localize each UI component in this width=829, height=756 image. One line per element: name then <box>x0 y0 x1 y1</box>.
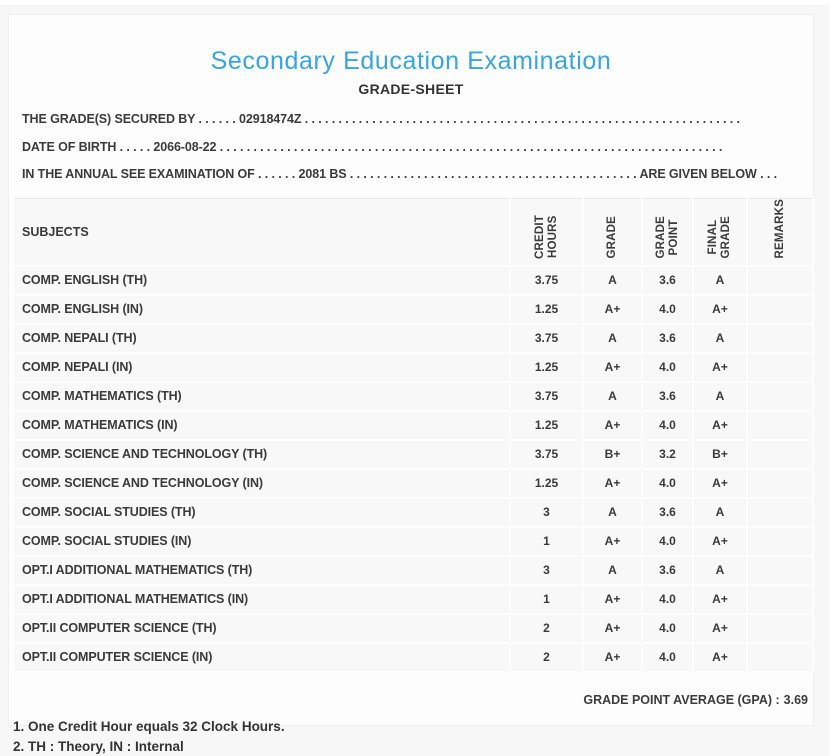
final-grade-cell: A+ <box>693 295 747 324</box>
remarks-cell <box>747 266 813 295</box>
credit-hours-cell: 3.75 <box>510 440 583 469</box>
grade-row <box>14 440 813 469</box>
grade-cell: A+ <box>583 585 642 614</box>
grade-row <box>14 324 813 353</box>
subject-cell: COMP. SOCIAL STUDIES (TH) <box>14 498 510 527</box>
remarks-cell <box>747 585 813 614</box>
credit-hours-cell: 2 <box>510 643 583 672</box>
col-header-final-grade <box>693 199 747 266</box>
grade-row <box>14 295 813 324</box>
header-row <box>14 199 813 266</box>
grade-cell: A <box>583 266 642 295</box>
grade-cell: A <box>583 382 642 411</box>
credit-hours-cell: 3.75 <box>510 382 583 411</box>
grade-cell: A+ <box>583 353 642 382</box>
col-header-grade-point <box>642 199 693 266</box>
grade-point-cell: 4.0 <box>642 295 693 324</box>
grade-row <box>14 498 813 527</box>
grade-row <box>14 382 813 411</box>
grade-point-cell: 4.0 <box>642 585 693 614</box>
credit-hours-cell: 2 <box>510 614 583 643</box>
grade-row <box>14 266 813 295</box>
grade-point-cell: 4.0 <box>642 353 693 382</box>
footnote-credit-hour: 1. One Credit Hour equals 32 Clock Hours. <box>13 719 285 734</box>
remarks-cell <box>747 295 813 324</box>
col-header-line: GRADE <box>654 216 667 259</box>
gpa-value: 3.69 <box>783 692 808 707</box>
grade-point-cell: 4.0 <box>642 527 693 556</box>
grade-point-cell: 3.6 <box>642 556 693 585</box>
grade-cell: A+ <box>583 411 642 440</box>
credit-hours-cell: 3 <box>510 498 583 527</box>
grade-row <box>14 585 813 614</box>
grade-point-cell: 3.6 <box>642 382 693 411</box>
grade-row <box>14 556 813 585</box>
grade-row <box>14 411 813 440</box>
grade-sheet-subtitle: GRADE-SHEET <box>358 81 464 97</box>
final-grade-cell: A <box>693 498 747 527</box>
grade-cell: A+ <box>583 614 642 643</box>
col-header-grade <box>583 199 642 266</box>
col-header-line: GRADE <box>720 216 732 259</box>
gpa-line <box>9 693 813 707</box>
footnotes <box>13 719 285 755</box>
credit-hours-cell: 3 <box>510 556 583 585</box>
grade-point-cell: 4.0 <box>642 614 693 643</box>
grade-cell: A+ <box>583 295 642 324</box>
final-grade-cell: A <box>693 324 747 353</box>
subject-cell: COMP. MATHEMATICS (IN) <box>14 411 510 440</box>
student-info-block <box>9 112 813 181</box>
credit-hours-cell: 1 <box>510 527 583 556</box>
final-grade-cell: A+ <box>693 614 747 643</box>
grade-point-cell: 3.6 <box>642 266 693 295</box>
top-strip <box>0 0 829 5</box>
credit-hours-cell: 1.25 <box>510 353 583 382</box>
grades-table <box>14 198 814 673</box>
final-grade-cell: A+ <box>693 411 747 440</box>
col-header-line: GRADE <box>606 216 618 259</box>
col-header-line: CREDIT <box>533 214 546 259</box>
info-line-exam-year: IN THE ANNUAL SEE EXAMINATION OF . . . . . . 2081 BS . . . . . . . . . . . . . . . . . . . . . . . . . . . . . . . . . . . . . . . . . . . ARE GIVEN BELOW . . . <box>22 167 777 181</box>
subject-cell: COMP. NEPALI (IN) <box>14 353 510 382</box>
subject-cell: COMP. SOCIAL STUDIES (IN) <box>14 527 510 556</box>
grade-cell: A <box>583 498 642 527</box>
subject-cell: COMP. NEPALI (TH) <box>14 324 510 353</box>
remarks-cell <box>747 643 813 672</box>
col-header-line: FINAL <box>707 219 719 255</box>
remarks-cell <box>747 614 813 643</box>
credit-hours-cell: 1 <box>510 585 583 614</box>
credit-hours-cell: 3.75 <box>510 324 583 353</box>
subject-cell: OPT.I ADDITIONAL MATHEMATICS (IN) <box>14 585 510 614</box>
col-header-subjects: SUBJECTS <box>14 199 510 266</box>
remarks-cell <box>747 440 813 469</box>
subject-cell: COMP. ENGLISH (TH) <box>14 266 510 295</box>
subject-cell: OPT.II COMPUTER SCIENCE (TH) <box>14 614 510 643</box>
grade-point-cell: 4.0 <box>642 411 693 440</box>
remarks-cell <box>747 527 813 556</box>
grade-point-cell: 4.0 <box>642 643 693 672</box>
credit-hours-cell: 1.25 <box>510 295 583 324</box>
grade-cell: A+ <box>583 469 642 498</box>
final-grade-cell: A <box>693 556 747 585</box>
subject-cell: OPT.II COMPUTER SCIENCE (IN) <box>14 643 510 672</box>
grade-point-cell: 3.2 <box>642 440 693 469</box>
grade-cell: B+ <box>583 440 642 469</box>
grade-cell: A+ <box>583 527 642 556</box>
col-header-credit-hours <box>510 199 583 266</box>
grade-point-cell: 4.0 <box>642 469 693 498</box>
grade-table-body <box>14 266 813 672</box>
grade-cell: A <box>583 324 642 353</box>
grade-row <box>14 353 813 382</box>
final-grade-cell: A+ <box>693 643 747 672</box>
remarks-cell <box>747 353 813 382</box>
final-grade-cell: A+ <box>693 585 747 614</box>
subject-cell: COMP. SCIENCE AND TECHNOLOGY (IN) <box>14 469 510 498</box>
final-grade-cell: A+ <box>693 527 747 556</box>
col-header-line: POINT <box>667 219 680 256</box>
page-title: Secondary Education Examination <box>210 47 612 75</box>
grade-point-cell: 3.6 <box>642 498 693 527</box>
final-grade-cell: A <box>693 266 747 295</box>
col-header-line: REMARKS <box>773 199 786 259</box>
col-header-remarks <box>747 199 813 266</box>
grade-cell: A+ <box>583 643 642 672</box>
col-header-line: HOURS <box>546 215 559 258</box>
subject-cell: OPT.I ADDITIONAL MATHEMATICS (TH) <box>14 556 510 585</box>
info-line-secured-by: THE GRADE(S) SECURED BY . . . . . . 02918474Z . . . . . . . . . . . . . . . . . . . . . . . . . . . . . . . . . . . . . . . . . . . . . . . . . . . . . . . . . . . . . . . . . <box>22 112 740 126</box>
gpa-label: GRADE POINT AVERAGE (GPA) : <box>583 692 780 707</box>
final-grade-cell: A <box>693 382 747 411</box>
grade-row <box>14 643 813 672</box>
grade-cell: A <box>583 556 642 585</box>
footnote-th-in: 2. TH : Theory, IN : Internal <box>13 739 184 754</box>
remarks-cell <box>747 382 813 411</box>
credit-hours-cell: 3.75 <box>510 266 583 295</box>
subject-cell: COMP. MATHEMATICS (TH) <box>14 382 510 411</box>
remarks-cell <box>747 556 813 585</box>
grades-table-header <box>14 199 813 266</box>
credit-hours-cell: 1.25 <box>510 469 583 498</box>
subject-cell: COMP. ENGLISH (IN) <box>14 295 510 324</box>
remarks-cell <box>747 324 813 353</box>
remarks-cell <box>747 498 813 527</box>
grade-point-cell: 3.6 <box>642 324 693 353</box>
remarks-cell <box>747 469 813 498</box>
remarks-cell <box>747 411 813 440</box>
credit-hours-cell: 1.25 <box>510 411 583 440</box>
grade-row <box>14 527 813 556</box>
grade-row <box>14 469 813 498</box>
final-grade-cell: A+ <box>693 469 747 498</box>
subject-cell: COMP. SCIENCE AND TECHNOLOGY (TH) <box>14 440 510 469</box>
final-grade-cell: A+ <box>693 353 747 382</box>
content-panel <box>8 14 814 726</box>
info-line-date-of-birth: DATE OF BIRTH . . . . . 2066-08-22 . . . . . . . . . . . . . . . . . . . . . . . . . . . . . . . . . . . . . . . . . . . . . . . . . . . . . . . . . . . . . . . . . . . . . . . . . . . <box>22 139 723 154</box>
final-grade-cell: B+ <box>693 440 747 469</box>
grade-row <box>14 614 813 643</box>
